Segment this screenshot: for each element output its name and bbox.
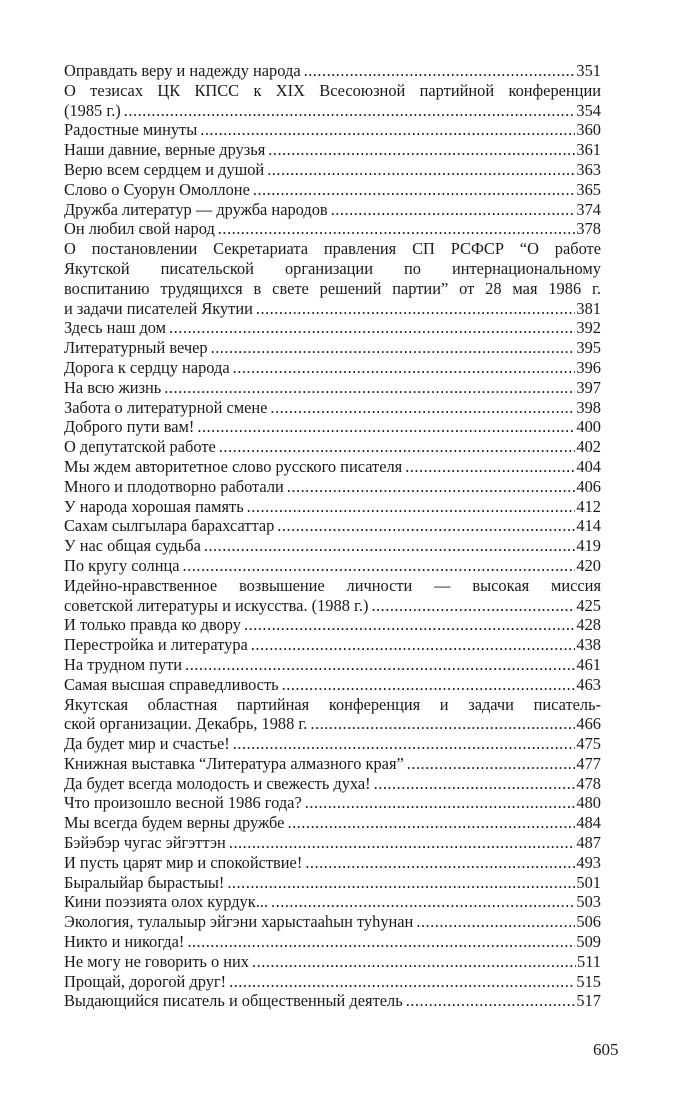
toc-entry-page: 466 xyxy=(576,714,601,734)
toc-entry-line xyxy=(64,754,601,774)
toc-entry-line xyxy=(64,932,601,952)
toc-entry-title: Верю всем сердцем и душой xyxy=(64,159,265,179)
toc-entry-line xyxy=(64,318,601,338)
dot-leader xyxy=(244,615,575,635)
toc-entry-title-line: О постановлении Секретариата правления СП РСФСР “О работе xyxy=(64,239,601,259)
toc-entry-title: Да будет мир и счастье! xyxy=(64,734,230,754)
toc-entry xyxy=(64,437,601,457)
toc-entry-page: 503 xyxy=(576,892,601,912)
dot-leader xyxy=(187,932,575,952)
toc-entry xyxy=(64,932,601,952)
toc-entry-page: 420 xyxy=(576,555,601,575)
toc-entry xyxy=(64,576,601,616)
toc-entry xyxy=(64,873,601,893)
toc-entry-title: О депутатской работе xyxy=(64,437,216,457)
dot-leader xyxy=(229,833,576,853)
toc-entry xyxy=(64,972,601,992)
toc-entry-page: 461 xyxy=(576,654,601,674)
toc-entry-line xyxy=(64,853,601,873)
toc-entry xyxy=(64,219,601,239)
toc-entry-title: По кругу солнца xyxy=(64,555,180,575)
dot-leader xyxy=(219,437,576,457)
dot-leader xyxy=(277,516,575,536)
toc-entry-line xyxy=(64,160,601,180)
toc-entry-title: Не могу не говорить о них xyxy=(64,951,250,971)
dot-leader xyxy=(233,734,576,754)
toc-entry xyxy=(64,833,601,853)
toc-entry xyxy=(64,695,601,735)
toc-entry-line xyxy=(64,299,601,319)
toc-entry xyxy=(64,556,601,576)
toc-entry xyxy=(64,853,601,873)
dot-leader xyxy=(287,477,576,497)
toc-entry-title: Сахам сылгылара барахсаттар xyxy=(64,516,275,536)
toc-entry-title: Бэйэбэр чугас эйгэттэн xyxy=(64,833,226,853)
dot-leader xyxy=(218,219,576,239)
dot-leader xyxy=(374,774,576,794)
toc-entry-page: 374 xyxy=(576,199,601,219)
toc-entry xyxy=(64,398,601,418)
toc-entry-title: и задачи писателей Якутии xyxy=(64,298,253,318)
toc-entry-title-line: воспитанию трудящихся в свете решений партии” от 28 мая 1986 г. xyxy=(64,278,601,298)
dot-leader xyxy=(256,299,576,319)
toc-entry-page: 414 xyxy=(576,516,601,536)
toc-entry-title: Доброго пути вам! xyxy=(64,417,195,437)
toc-entry-page: 484 xyxy=(576,813,601,833)
toc-entry-title: ской организации. Декабрь, 1988 г. xyxy=(64,714,308,734)
table-of-contents xyxy=(64,61,601,1011)
toc-entry-title: Прощай, дорогой друг! xyxy=(64,971,227,991)
toc-entry-title: Выдающийся писатель и общественный деятель xyxy=(64,991,403,1011)
toc-entry-line xyxy=(64,972,601,992)
toc-entry-page: 406 xyxy=(576,476,601,496)
dot-leader xyxy=(305,793,576,813)
toc-entry-title: Радостные минуты xyxy=(64,120,198,140)
toc-entry-page: 463 xyxy=(576,674,601,694)
toc-entry-title-line: Якутской писательской организации по интернациональному xyxy=(64,258,601,278)
toc-entry-title: Здесь наш дом xyxy=(64,318,167,338)
toc-entry-page: 428 xyxy=(576,615,601,635)
toc-entry xyxy=(64,61,601,81)
toc-entry-line xyxy=(64,833,601,853)
toc-entry-page: 493 xyxy=(576,852,601,872)
toc-entry-title: Перестройка и литература xyxy=(64,635,248,655)
toc-entry xyxy=(64,615,601,635)
toc-entry-title: И только правда ко двору xyxy=(64,615,241,635)
toc-entry-title: Кини поэзията олох курдук... xyxy=(64,892,269,912)
toc-entry xyxy=(64,160,601,180)
toc-entry-title: Литературный вечер xyxy=(64,338,208,358)
toc-entry xyxy=(64,516,601,536)
dot-leader xyxy=(271,892,575,912)
toc-entry-line xyxy=(64,912,601,932)
toc-entry xyxy=(64,536,601,556)
toc-entry-page: 354 xyxy=(576,100,601,120)
toc-entry-line xyxy=(64,734,601,754)
toc-entry-page: 398 xyxy=(576,397,601,417)
dot-leader xyxy=(229,972,575,992)
dot-leader xyxy=(124,101,576,121)
toc-entry-title: Самая высшая справедливость xyxy=(64,674,279,694)
toc-entry-page: 397 xyxy=(576,377,601,397)
toc-entry-page: 419 xyxy=(576,536,601,556)
toc-entry xyxy=(64,991,601,1011)
toc-entry-title: Да будет всегда молодость и свежесть духа! xyxy=(64,773,371,793)
toc-entry xyxy=(64,81,601,121)
toc-entry-line xyxy=(64,497,601,517)
toc-entry-page: 501 xyxy=(576,872,601,892)
dot-leader xyxy=(331,200,576,220)
dot-leader xyxy=(164,378,575,398)
toc-entry-page: 438 xyxy=(576,635,601,655)
toc-entry-page: 363 xyxy=(576,159,601,179)
toc-entry-page: 395 xyxy=(576,338,601,358)
toc-entry-page: 517 xyxy=(576,991,601,1011)
toc-entry-title: Много и плодотворно работали xyxy=(64,476,284,496)
toc-entry-title: Дорога к сердцу народа xyxy=(64,357,230,377)
toc-entry-line xyxy=(64,219,601,239)
dot-leader xyxy=(287,813,575,833)
toc-entry-page: 487 xyxy=(576,833,601,853)
toc-entry xyxy=(64,655,601,675)
toc-entry-line xyxy=(64,655,601,675)
toc-entry-line xyxy=(64,378,601,398)
toc-entry-line xyxy=(64,417,601,437)
toc-entry-page: 412 xyxy=(576,496,601,516)
toc-entry-page: 511 xyxy=(577,951,601,971)
dot-leader xyxy=(310,714,575,734)
toc-entry-line xyxy=(64,338,601,358)
toc-entry-line xyxy=(64,635,601,655)
toc-entry-title: У народа хорошая память xyxy=(64,496,244,516)
toc-entry-title: У нас общая судьба xyxy=(64,536,201,556)
toc-entry-line xyxy=(64,457,601,477)
dot-leader xyxy=(371,596,575,616)
toc-entry-line xyxy=(64,675,601,695)
dot-leader xyxy=(405,457,575,477)
dot-leader xyxy=(183,556,576,576)
toc-entry-line xyxy=(64,437,601,457)
toc-entry-page: 396 xyxy=(576,357,601,377)
toc-entry-page: 475 xyxy=(576,734,601,754)
toc-entry-line xyxy=(64,140,601,160)
dot-leader xyxy=(169,318,575,338)
toc-entry-line xyxy=(64,120,601,140)
toc-entry-line xyxy=(64,793,601,813)
toc-entry-line xyxy=(64,556,601,576)
toc-entry-page: 402 xyxy=(576,437,601,457)
toc-entry xyxy=(64,457,601,477)
toc-entry xyxy=(64,813,601,833)
dot-leader xyxy=(247,497,576,517)
toc-entry-line xyxy=(64,101,601,121)
toc-entry-line xyxy=(64,596,601,616)
toc-entry-line xyxy=(64,714,601,734)
toc-entry-page: 392 xyxy=(576,318,601,338)
toc-entry xyxy=(64,734,601,754)
toc-entry-line xyxy=(64,536,601,556)
toc-entry-title: Никто и никогда! xyxy=(64,932,185,952)
toc-entry-line xyxy=(64,477,601,497)
dot-leader xyxy=(252,952,576,972)
toc-entry-title: На трудном пути xyxy=(64,654,183,674)
toc-entry-title: Мы всегда будем верны дружбе xyxy=(64,813,285,833)
toc-entry-title: Мы ждем авторитетное слово русского писателя xyxy=(64,456,403,476)
toc-entry xyxy=(64,793,601,813)
toc-entry xyxy=(64,239,601,318)
dot-leader xyxy=(267,160,575,180)
toc-entry-line xyxy=(64,892,601,912)
toc-entry-line xyxy=(64,813,601,833)
toc-entry xyxy=(64,200,601,220)
toc-entry xyxy=(64,338,601,358)
dot-leader xyxy=(211,338,576,358)
toc-entry-page: 361 xyxy=(576,140,601,160)
toc-entry-line xyxy=(64,358,601,378)
dot-leader xyxy=(251,635,576,655)
dot-leader xyxy=(304,61,576,81)
toc-entry xyxy=(64,477,601,497)
toc-entry xyxy=(64,378,601,398)
dot-leader xyxy=(227,873,575,893)
toc-entry-page: 478 xyxy=(576,773,601,793)
toc-entry-page: 360 xyxy=(576,120,601,140)
dot-leader xyxy=(197,417,575,437)
toc-entry-line xyxy=(64,774,601,794)
toc-entry-page: 480 xyxy=(576,793,601,813)
toc-entry xyxy=(64,754,601,774)
dot-leader xyxy=(270,398,575,418)
toc-entry-page: 515 xyxy=(576,971,601,991)
toc-entry-title: Оправдать веру и надежду народа xyxy=(64,61,301,80)
toc-entry-title: Книжная выставка “Литература алмазного края” xyxy=(64,753,404,773)
toc-entry-line xyxy=(64,516,601,536)
toc-entry xyxy=(64,180,601,200)
toc-entry-title-line: О тезисах ЦК КПСС к XIX Всесоюзной партийной конференции xyxy=(64,80,601,100)
toc-entry-line xyxy=(64,991,601,1011)
toc-entry-line xyxy=(64,615,601,635)
toc-entry-title-line: Якутская областная партийная конференция и задачи писатель- xyxy=(64,694,601,714)
toc-entry-title: Дружба литератур — дружба народов xyxy=(64,199,328,219)
toc-entry-page: 404 xyxy=(576,456,601,476)
toc-entry-title-line: Идейно-нравственное возвышение личности — высокая миссия xyxy=(64,575,601,595)
toc-entry-page: 378 xyxy=(576,219,601,239)
toc-entry-page: 509 xyxy=(576,932,601,952)
dot-leader xyxy=(305,853,575,873)
toc-entry-page: 425 xyxy=(576,595,601,615)
toc-entry-title: Что произошло весной 1986 года? xyxy=(64,793,302,813)
toc-entry-title: Наши давние, верные друзья xyxy=(64,140,266,160)
dot-leader xyxy=(268,140,575,160)
toc-entry xyxy=(64,318,601,338)
toc-entry xyxy=(64,675,601,695)
toc-entry-title: На всю жизнь xyxy=(64,377,162,397)
toc-entry xyxy=(64,417,601,437)
toc-entry-title: Слово о Суорун Омоллоне xyxy=(64,179,250,199)
toc-entry-title: Быралыйар бырастыы! xyxy=(64,872,225,892)
toc-entry-page: 381 xyxy=(576,298,601,318)
toc-entry xyxy=(64,635,601,655)
toc-entry-page: 477 xyxy=(576,753,601,773)
toc-entry-title: Забота о литературной смене xyxy=(64,397,268,417)
toc-entry-title: (1985 г.) xyxy=(64,100,121,120)
toc-entry-line xyxy=(64,952,601,972)
toc-entry-title: Он любил свой народ xyxy=(64,219,215,239)
toc-entry xyxy=(64,912,601,932)
dot-leader xyxy=(416,912,575,932)
dot-leader xyxy=(407,754,576,774)
dot-leader xyxy=(406,991,576,1011)
toc-entry-page: 400 xyxy=(576,417,601,437)
toc-entry-line xyxy=(64,200,601,220)
page-number: 605 xyxy=(593,1040,619,1059)
toc-entry-title: советской литературы и искусства. (1988 г.) xyxy=(64,595,369,615)
toc-entry-line xyxy=(64,398,601,418)
toc-entry-page: 351 xyxy=(576,61,601,80)
toc-entry-line xyxy=(64,873,601,893)
toc-entry xyxy=(64,140,601,160)
toc-entry-page: 365 xyxy=(576,179,601,199)
toc-entry xyxy=(64,774,601,794)
dot-leader xyxy=(204,536,576,556)
toc-entry-title: Экология, тулалыыр эйгэни харыстааһын туһунан xyxy=(64,912,414,932)
dot-leader xyxy=(185,655,575,675)
dot-leader xyxy=(253,180,576,200)
toc-entry xyxy=(64,358,601,378)
toc-entry-title: И пусть царят мир и спокойствие! xyxy=(64,852,303,872)
toc-entry-line xyxy=(64,180,601,200)
dot-leader xyxy=(233,358,576,378)
toc-entry xyxy=(64,892,601,912)
toc-entry xyxy=(64,952,601,972)
toc-entry-line xyxy=(64,61,601,81)
dot-leader xyxy=(282,675,576,695)
toc-entry-page: 506 xyxy=(576,912,601,932)
toc-entry xyxy=(64,497,601,517)
dot-leader xyxy=(200,120,575,140)
toc-entry xyxy=(64,120,601,140)
